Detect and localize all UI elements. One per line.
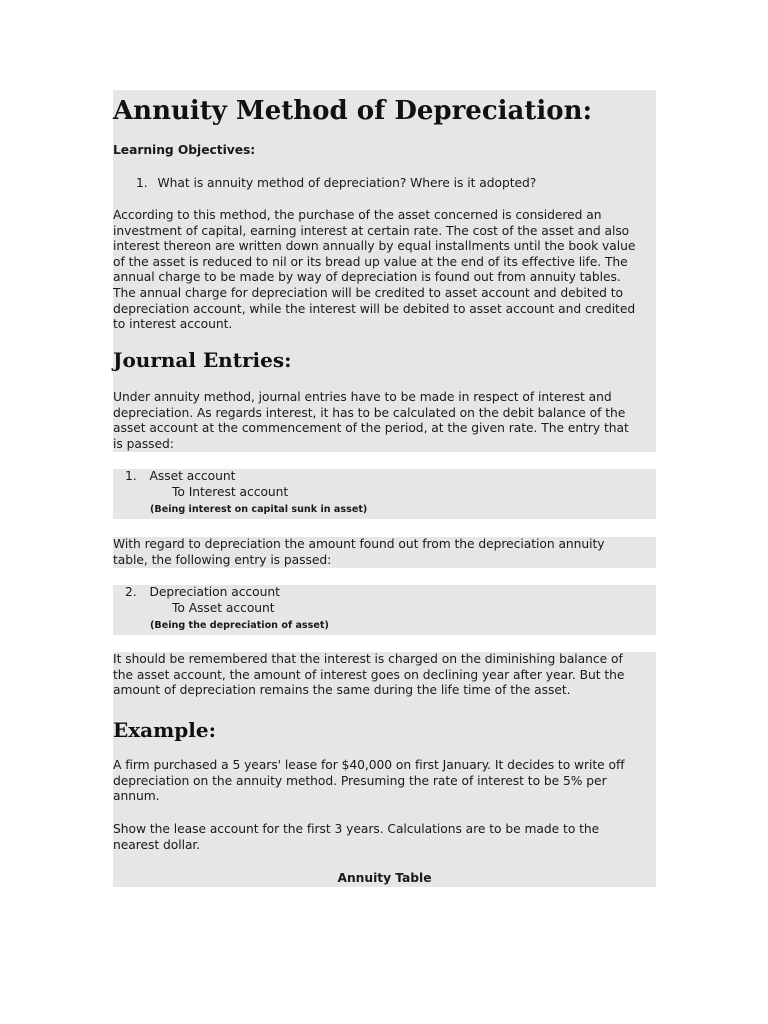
paragraph-line: amount of depreciation remains the same during the life time of the asset. [113, 683, 571, 698]
paragraph-line: The annual charge for depreciation will be credited to asset account and debited to [113, 285, 623, 300]
journal-paragraph-1 [113, 390, 629, 452]
paragraph-line: to interest account. [113, 317, 233, 332]
entry-number: 2. [125, 585, 137, 599]
entry-debit-line [125, 585, 280, 601]
section-example [113, 652, 656, 887]
annuity-table-caption: Annuity Table [337, 871, 432, 885]
paragraph-line: annual charge to be made by way of depreciation is found out from annuity tables. [113, 270, 621, 285]
paragraph-line: of the asset is reduced to nil or its bread up value at the end of its effective life. The [113, 254, 628, 269]
intro-paragraph [113, 208, 635, 333]
entry-debit-line [125, 469, 235, 485]
paragraph-line: depreciation account, while the interest will be debited to asset account and credited [113, 301, 636, 316]
paragraph-line: the asset account, the amount of interest goes on declining year after year. But the [113, 667, 625, 682]
paragraph-line: nearest dollar. [113, 837, 201, 852]
entry-debit: Asset account [149, 469, 236, 483]
page-title: Annuity Method of Depreciation: [113, 96, 593, 126]
entry-narration: (Being the depreciation of asset) [150, 620, 329, 631]
paragraph-line: It should be remembered that the interest is charged on the diminishing balance of [113, 652, 623, 666]
paragraph-line: asset account at the commencement of the period, at the given rate. The entry that [113, 421, 629, 436]
paragraph-line: is passed: [113, 436, 174, 451]
entry-credit: To Interest account [172, 485, 289, 499]
paragraph-line: Under annuity method, journal entries have to be made in respect of interest and [113, 390, 612, 404]
objective-text: What is annuity method of depreciation? Where is it adopted? [157, 176, 537, 190]
example-paragraph-2 [113, 822, 599, 853]
section-intro [113, 90, 656, 452]
journal-entry-1 [113, 469, 656, 519]
example-paragraph-1 [113, 758, 625, 805]
paragraph-line: With regard to depreciation the amount found out from the depreciation annuity [113, 537, 605, 551]
entry-debit: Depreciation account [149, 585, 280, 599]
paragraph-line: table, the following entry is passed: [113, 552, 332, 567]
paragraph-line: investment of capital, earning interest at certain rate. The cost of the asset and also [113, 223, 630, 238]
learning-objectives-heading: Learning Objectives: [113, 143, 256, 157]
paragraph-line: depreciation. As regards interest, it has to be calculated on the debit balance of the [113, 405, 626, 420]
journal-paragraph-2 [113, 537, 656, 568]
paragraph-line: interest thereon are written down annually by equal installments until the book value [113, 239, 636, 254]
example-heading: Example: [113, 718, 216, 742]
entry-narration: (Being interest on capital sunk in asset) [150, 504, 368, 515]
paragraph-line: A firm purchased a 5 years' lease for $40,000 on first January. It decides to write off [113, 758, 625, 772]
paragraph-line: According to this method, the purchase of the asset concerned is considered an [113, 208, 602, 222]
journal-entry-2 [113, 585, 656, 635]
objective-item [136, 176, 536, 192]
paragraph-line: annum. [113, 789, 160, 804]
paragraph-line: Show the lease account for the first 3 years. Calculations are to be made to the [113, 822, 600, 836]
journal-paragraph-3 [113, 652, 624, 699]
entry-credit: To Asset account [172, 601, 275, 615]
paragraph-line: depreciation on the annuity method. Presuming the rate of interest to be 5% per [113, 773, 607, 788]
entry-number: 1. [125, 469, 137, 483]
objective-number: 1. [136, 176, 148, 190]
journal-entries-heading: Journal Entries: [113, 348, 292, 372]
